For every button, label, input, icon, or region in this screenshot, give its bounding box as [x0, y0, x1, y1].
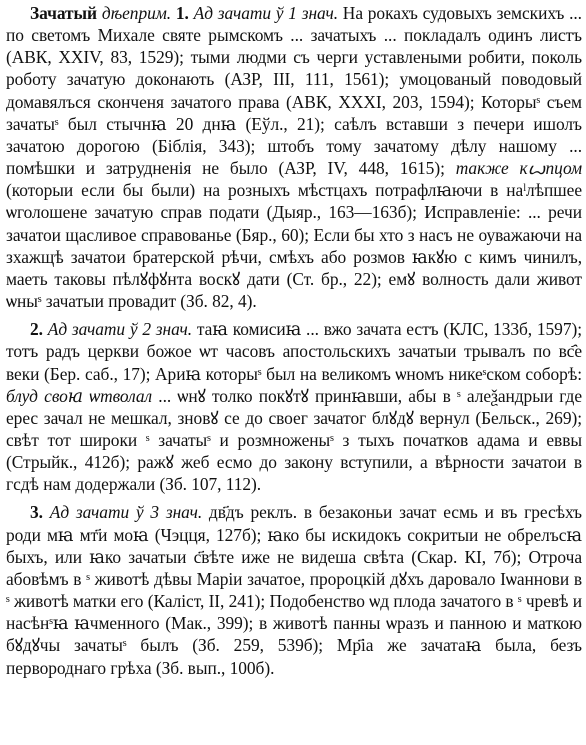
phrase-italic: блуд своꙗ ѡтволал [6, 385, 153, 406]
entry-text: дв҃дъ реклъ. в безаконьи зачат есмь и въ гресѣхъ роди мꙗ мт҃и моꙗ (Чэцця, 127б); ꙗко бы искидокъ сокритыи не обрелъсꙗ быхъ, или ꙗко зачатыи с҃вѣте иже не видеша свѣта (Скар. КІ, 7б); Отроча абовѣмъ в ˢ животѣ дѣвы Маріи зачатое, пророцкій дꙋхъ даровало Іѡаннови в ˢ животѣ матки его (Каліст, II, 241); Подобенство ѡд плода зачатого в ˢ чревѣ и насѣнˢꙗ ꙗчменного (Мак., 399); в животѣ панны ѡразъ и панною и маткою бꙋдꙋчы зачатыˢ былъ (Зб. 259, 539б); Мр҃іа же зачатаꙗ была, безъ первороднаго грѣха (Зб. вып., 100б). [6, 502, 582, 678]
sense-number: 1. [175, 3, 189, 23]
entry-zachaty-sense-2 [6, 318, 582, 495]
entry-text: таꙗ комисиꙗ ... вжо зачата естъ (КЛС, 133б, 1597); тотъ радъ церкви божое ѡт часовъ апостольскихъ зачатыи трывалъ по вс҄е веки (Бер. саб., 17); Ариꙗ которыˢ был на великомъ ѡномъ никеˢском соборѣ: [6, 319, 582, 384]
entry-text: На рокахъ судовыхъ земскихъ ... по светомъ Михале святе рымскомъ ... зачатыхъ ... покладалъ одинъ листъ (АВК, XXIV, 83, 1529); тыми людми съ черги уставлеными робити, поколь роботу зачатую доконають (АЗР, III, 111, 1561); умоцованый поводовый домавялъся сконченя зачатого права (АВК, XXXI, 203, 1594); Которыˢ съем зачатыˢ был стычнꙗ 20 днꙗ (Еўл., 21); саѣлъ вставши з печери ишолъ зачатою дорогою (Біблія, 343); штобъ тому зачатому дѣлу нашому ... помѣшки и затрудненія не было (АЗР, IV, 448, 1615); [6, 3, 582, 179]
entry-text: ... ѡнꙋ толко покꙋтꙋ принꙗвши, абы в ˢ алеѯандрыи где ерес зачал не мешкал, зновꙋ се до своег зачатог блꙋдꙋ вернул (Бельск., 269); свѣт тот широки ˢ зачатыˢ и розмноженыˢ з тыхъ початков адама и еввы (Стрыйк., 412б); ражꙋ жеб есмо до закону вступили, а вѣрности зачатои в гсдѣ нам додержали (Зб. 107, 112). [6, 385, 582, 495]
grammar-label: дѣеприм. [101, 3, 172, 23]
sense-number: 2. [30, 319, 43, 340]
phrase-italic: также кꙍпцом [455, 158, 583, 179]
sense-reference: Ад зачати ў 3 знач. [49, 502, 203, 523]
sense-number: 3. [30, 502, 43, 523]
entry-zachaty-sense-3 [6, 501, 582, 678]
headword: Зачатый [30, 3, 98, 23]
sense-reference: Ад зачати ў 2 знач. [47, 319, 193, 340]
entry-zachaty-sense-1 [6, 2, 582, 312]
entry-text: (которыи если бы были) на розныхъ мѣстцахъ потрафлꙗючи в наˡлѣпшее ѡголошене зачатую справ подати (Дыяр., 163—163б); Исправленіе: ... речи зачатои щасливое справованье (Бяр., 60); Если бы хто з насъ не оуважаючи на зхажщѣ зачатои братерской рѣчи, смѣхъ або розмов ꙗкꙋю с кимъ чинилъ, маеть таковы пѣлꙋфꙋнта воскꙋ дати (Ст. бр., 22); емꙋ волность дали живот ѡныˢ зачатыи провадит (Зб. 82, 4). [6, 180, 582, 312]
sense-reference: Ад зачати ў 1 знач. [193, 3, 338, 23]
